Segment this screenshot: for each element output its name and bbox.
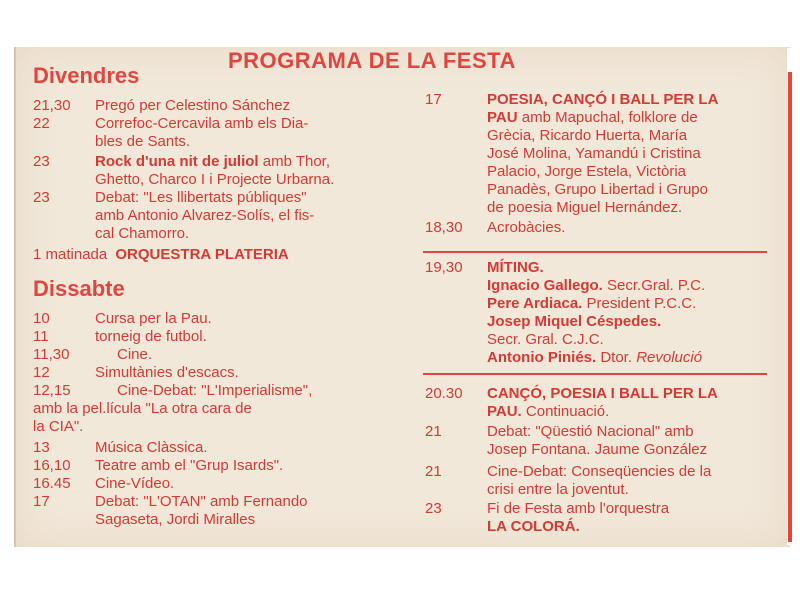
event-time: 11,30 xyxy=(33,346,70,363)
event-time: 18,30 xyxy=(425,219,463,236)
event-bold-title: LA COLORÁ. xyxy=(487,518,580,535)
speaker-publication: Revolució xyxy=(636,349,703,366)
event-text: torneig de futbol. xyxy=(95,328,207,345)
event-text xyxy=(487,403,609,422)
speaker-role: Secr. Gral. C.J.C. xyxy=(487,331,604,348)
event-time: 21 xyxy=(425,463,442,480)
event-time: 21,30 xyxy=(33,97,71,114)
event-time: 23 xyxy=(33,189,50,206)
event-time: 17 xyxy=(33,493,50,510)
speaker-name: Pere Ardiaca. xyxy=(487,295,583,312)
speaker-name: Josep Miquel Céspedes. xyxy=(487,313,662,330)
section-divider xyxy=(423,251,767,253)
event-time: 20.30 xyxy=(425,385,463,402)
event-time: 12 xyxy=(33,364,50,381)
speaker-name: Ignacio Gallego. xyxy=(487,277,603,294)
event-text: Cursa per la Pau. xyxy=(95,310,212,327)
event-time: 21 xyxy=(425,423,442,440)
event-bold-title: PAU. xyxy=(487,403,522,420)
event-time: 23 xyxy=(425,500,442,517)
event-text-rest: Continuació. xyxy=(521,403,610,420)
event-time: 11 xyxy=(33,328,49,345)
event-bold-title: POESIA, CANÇÓ I BALL PER LA xyxy=(487,91,719,108)
event-bold-title: Rock d'una nit de juliol xyxy=(95,153,259,170)
heading-divendres: Divendres xyxy=(33,63,140,88)
speaker xyxy=(487,313,661,332)
event-text: Cine-Vídeo. xyxy=(95,475,175,492)
event-text: Palacio, Jorge Estela, Victòria xyxy=(487,163,686,180)
speaker xyxy=(487,349,702,368)
event-text: Simultànies d'escacs. xyxy=(95,364,239,381)
event-text-rest: amb Mapuchal, folklore de xyxy=(517,109,698,126)
event-text: la CIA". xyxy=(33,418,84,435)
event-time: 16,10 xyxy=(33,457,71,474)
speaker-role: Secr.Gral. P.C. xyxy=(602,277,706,294)
event-text: Josep Fontana. Jaume González xyxy=(487,441,708,458)
event-text: Música Clàssica. xyxy=(95,439,208,456)
event-bold-title: PAU xyxy=(487,109,518,126)
event-text: amb la pel.lícula "La otra cara de xyxy=(33,400,252,417)
event-text-rest: amb Thor, xyxy=(258,153,331,170)
event-text: José Molina, Yamandú i Cristina xyxy=(487,145,701,162)
speaker-name: Antonio Piniés. xyxy=(487,349,597,366)
event-text xyxy=(95,153,330,172)
event-text: Fi de Festa amb l'orquestra xyxy=(487,500,670,517)
speaker xyxy=(487,331,604,350)
speaker-role: Dtor. xyxy=(596,349,637,366)
event-bold-title: MÍTING. xyxy=(487,259,544,276)
speaker-role: President P.C.C. xyxy=(582,295,697,312)
event-text: Pregó per Celestino Sánchez xyxy=(95,97,291,114)
heading-dissabte: Dissabte xyxy=(33,276,125,301)
card-edge-stripe xyxy=(788,72,792,542)
event-text xyxy=(487,109,698,128)
event-text: Cine-Debat: "L'Imperialisme", xyxy=(117,382,313,399)
event-text: Debat: "Les llibertats públiques" xyxy=(95,189,307,206)
page-title: PROGRAMA DE LA FESTA xyxy=(228,48,516,73)
event-text: Sagaseta, Jordi Miralles xyxy=(95,511,256,528)
event-text: Debat: "L'OTAN" amb Fernando xyxy=(95,493,308,510)
event-text: Teatre amb el "Grup Isards". xyxy=(95,457,284,474)
event-text: bles de Sants. xyxy=(95,133,191,150)
event-text: Grècia, Ricardo Huerta, María xyxy=(487,127,688,144)
event-time: 23 xyxy=(33,153,50,170)
event-time: 12,15 xyxy=(33,382,71,399)
event-time: 13 xyxy=(33,439,50,456)
event-text: Panadès, Grupo Libertad i Grupo xyxy=(487,181,708,198)
event-text: Cine-Debat: Conseqüencies de la xyxy=(487,463,712,480)
event-time: 10 xyxy=(33,310,50,327)
event-text: Correfoc-Cercavila amb els Dia- xyxy=(95,115,309,132)
event-text: Acrobàcies. xyxy=(487,219,566,236)
event-text: amb Antonio Alvarez-Solís, el fis- xyxy=(95,207,315,224)
speaker xyxy=(487,277,705,296)
event-text: cal Chamorro. xyxy=(95,225,190,242)
event-bold-title: CANÇÓ, POESIA I BALL PER LA xyxy=(487,385,718,402)
event-time: 17 xyxy=(425,91,442,108)
event-text: Cine. xyxy=(117,346,153,363)
section-divider xyxy=(423,373,767,375)
speaker xyxy=(487,295,696,314)
event-time: 1 matinada xyxy=(33,246,108,263)
event-text: crisi entre la joventut. xyxy=(487,481,629,498)
event-bold-title: ORQUESTRA PLATERIA xyxy=(115,246,289,263)
event-text: Debat: "Qüestió Nacional" amb xyxy=(487,423,694,440)
event-text: Ghetto, Charco I i Projecte Urbarna. xyxy=(95,171,335,188)
event-row-matinada xyxy=(33,246,289,265)
event-time: 16.45 xyxy=(33,475,71,492)
event-time: 19,30 xyxy=(425,259,463,276)
event-text: de poesia Miguel Hernández. xyxy=(487,199,683,216)
event-time: 22 xyxy=(33,115,50,132)
